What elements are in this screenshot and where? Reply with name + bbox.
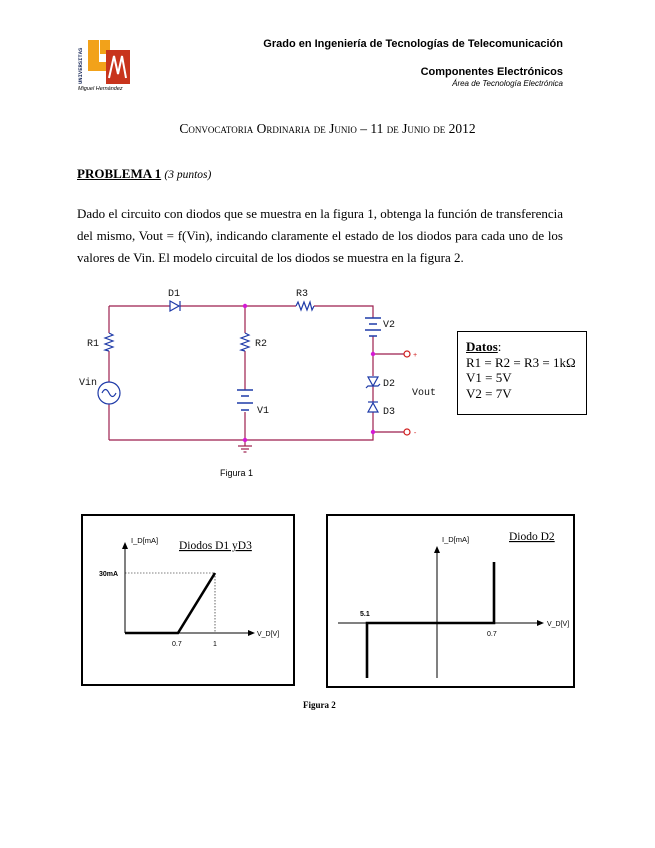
label-v1: V1 [257,406,270,417]
graph2-title: Diodo D2 [509,531,555,543]
label-vin: Vin [79,378,98,389]
graph2-x-arrow [537,620,544,626]
problem-heading [77,166,211,182]
graph1-y-tick: 30mA [99,571,119,578]
exam-title-part2: 11 de Junio de 2012 [370,121,476,136]
label-v2: V2 [383,320,396,331]
graph1-x-tick-1: 1 [213,641,217,648]
label-d3: D3 [383,407,396,418]
graph1-x-arrow [248,630,255,636]
exam-title-part1: Convocatoria Ordinaria de Junio [179,121,357,136]
label-r3: R3 [296,289,309,300]
d1-diode [170,301,180,311]
graph1-iv-curve [125,573,215,633]
course-area: Área de Tecnología Electrónica [452,79,563,88]
data-heading: Datos [466,339,498,354]
graph1-guide-lines [125,573,215,633]
graph2-y-label: I_D[mA] [442,535,470,544]
data-line-v1: V1 = 5V [466,370,512,385]
problem-title: PROBLEMA 1 [77,166,162,181]
svg-text:UNIVERSITAS: UNIVERSITAS [77,47,84,84]
circuit-nodes [243,304,375,442]
label-d2: D2 [383,379,396,390]
label-plus: + [413,352,418,360]
university-logo [76,38,134,93]
output-terminals [404,351,410,435]
graph1-x-label: V_D[V] [257,631,280,638]
label-minus: - [413,430,418,438]
problem-statement: Dado el circuito con diodos que se muestra en la figura 1, obtenga la función de transferencia del mismo, Vout = f(Vin), indicando claramente el estado de los diodos para cada uno de los valores de Vin. El modelo circuital de los diodos se muestra en la figura 2. [77,206,563,265]
label-vout: Vout [412,388,437,399]
exam-title [0,121,655,137]
data-line-resistors: R1 = R2 = R3 = 1kΩ [466,354,576,370]
label-r2: R2 [255,339,268,350]
r1-resistor [105,333,113,351]
figure-2-caption: Figura 2 [303,700,336,710]
data-heading-row [466,339,578,355]
data-box [457,331,587,415]
graph2-y-arrow [434,546,440,553]
circuit-figure [60,278,450,458]
v1-battery [237,390,253,410]
figure-1-caption: Figura 1 [220,468,254,478]
r3-resistor [296,302,314,310]
data-heading-colon: : [497,339,502,354]
course-title: Componentes Electrónicos [420,66,563,78]
r2-resistor [241,333,249,351]
d3-diode [368,402,378,412]
graph2-x-tick-0.7: 0.7 [487,631,497,638]
v2-battery [365,318,381,336]
data-line-v2: V2 = 7V [466,385,512,401]
graph2-x-tick-5.1: 5.1 [360,611,370,618]
label-d1: D1 [168,289,181,300]
degree-title: Grado en Ingeniería de Tecnologías de Telecomunicación [263,38,563,50]
graph1-y-arrow [122,542,128,549]
label-r1: R1 [87,339,100,350]
university-name: Miguel Hernández [78,86,123,92]
graph1-title: Diodos D1 yD3 [179,540,252,552]
graph2-x-label: V_D[V] [547,621,570,628]
graph2-iv-curve [367,562,494,678]
problem-points: (3 puntos) [164,169,212,181]
exam-title-separator: – [356,121,371,136]
vin-ac-source [98,382,120,404]
d2-zener-diode [366,377,380,388]
graph1-x-tick-0.7: 0.7 [172,641,182,648]
graph1-y-label: I_D[mA] [131,536,159,545]
graph-d1-d3 [81,514,295,686]
logo-vertical-text [77,47,84,84]
graph-d2 [326,514,575,688]
